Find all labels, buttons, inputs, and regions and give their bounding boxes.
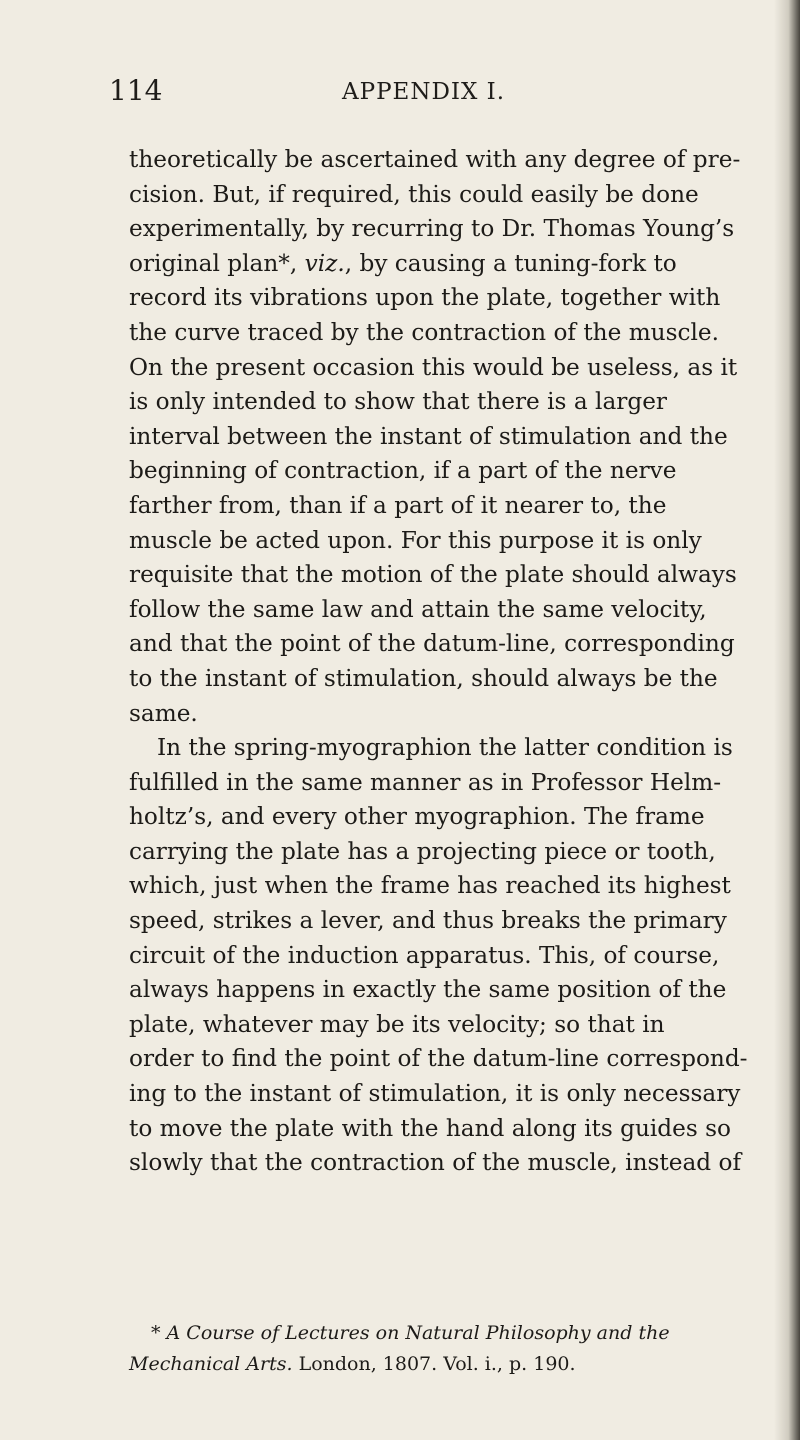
text-line: holtz’s, and every other myographion. The frame: [129, 803, 705, 831]
text-line: speed, strikes a lever, and thus breaks the primary: [129, 907, 727, 935]
page-number: 114: [109, 74, 163, 107]
text-line: interval between the instant of stimulation and the: [129, 422, 728, 450]
footnote-marker: *: [151, 1322, 167, 1344]
text-line: theoretically be ascertained with any degree of pre-: [129, 146, 741, 173]
running-head: APPENDIX I.: [342, 79, 506, 105]
text-line: farther from, than if a part of it nearer to, the: [129, 491, 667, 519]
text-line: muscle be acted upon. For this purpose it is only: [129, 526, 702, 554]
text-line: same.: [129, 699, 198, 727]
text-line: record its vibrations upon the plate, together with: [129, 284, 721, 312]
text-line: [129, 247, 789, 282]
text-line: experimentally, by recurring to Dr. Thomas Young’s: [129, 215, 735, 243]
text-line: and that the point of the datum-line, corresponding: [129, 630, 735, 658]
text-line: always happens in exactly the same position of the: [129, 976, 727, 1004]
italic-abbreviation: viz.: [304, 249, 345, 277]
text-line: ing to the instant of stimulation, it is only necessary: [129, 1080, 741, 1108]
text-line: fulfilled in the same manner as in Professor Helm-: [129, 768, 722, 796]
text-segment: , by causing a tuning-fork to: [344, 249, 677, 277]
text-line: slowly that the contraction of the muscle, instead of: [129, 1149, 742, 1177]
text-line: cision. But, if required, this could easily be done: [129, 180, 699, 208]
text-line: beginning of contraction, if a part of the nerve: [129, 457, 677, 485]
text-line: order to find the point of the datum-line correspond-: [129, 1045, 748, 1073]
text-line: On the present occasion this would be useless, as it: [129, 353, 738, 381]
text-line: plate, whatever may be its velocity; so that in: [129, 1010, 665, 1038]
footnote-details: London, 1807. Vol. i., p. 190.: [292, 1353, 576, 1375]
text-line: to move the plate with the hand along its guides so: [129, 1114, 732, 1142]
text-line: which, just when the frame has reached its highest: [129, 872, 731, 900]
footnote-line: [129, 1318, 789, 1349]
text-line: is only intended to show that there is a larger: [129, 388, 667, 416]
text-line: carrying the plate has a projecting piece or tooth,: [129, 837, 716, 865]
footnote-title: A Course of Lectures on Natural Philosophy and the: [166, 1322, 670, 1344]
text-line: the curve traced by the contraction of the muscle.: [129, 318, 720, 346]
text-line: circuit of the induction apparatus. This, of course,: [129, 941, 720, 969]
footnote-title-cont: Mechanical Arts.: [129, 1353, 293, 1375]
body-text: [129, 143, 789, 1181]
text-line: follow the same law and attain the same velocity,: [129, 595, 707, 623]
text-segment: original plan*,: [129, 249, 305, 277]
paragraph-start-line: In the spring-myographion the latter condition is: [157, 734, 733, 762]
footnote-line: [129, 1349, 789, 1380]
footnote: [129, 1318, 789, 1380]
text-line: requisite that the motion of the plate should always: [129, 561, 737, 589]
text-line: to the instant of stimulation, should always be the: [129, 664, 718, 692]
